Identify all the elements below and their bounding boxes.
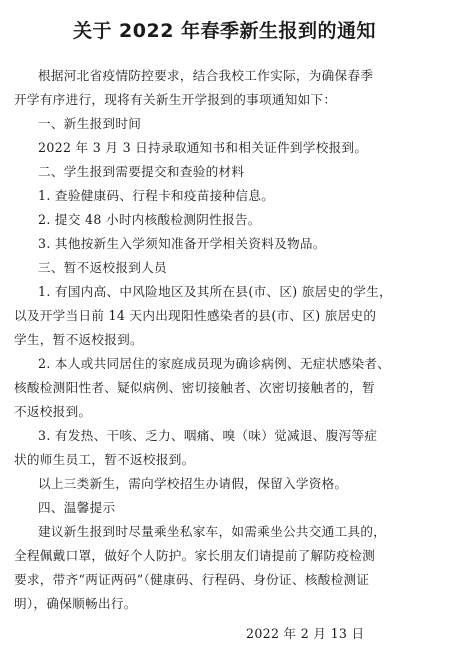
section-heading: 一、新生报到时间 — [38, 116, 142, 131]
list-item: 2. 提交 48 小时内核酸检测阴性报告。 — [38, 212, 261, 227]
paragraph-line: 2022 年 3 月 3 日持录取通知书和相关证件到学校报到。 — [38, 140, 368, 155]
paragraph-line: 开学有序进行，现将有关新生开学报到的事项通知如下： — [14, 92, 337, 107]
paragraph-line: 状的师生员工，暂不返校报到。 — [14, 452, 195, 467]
paragraph-line: 学生，暂不返校报到。 — [14, 332, 143, 347]
paragraph-line: 全程佩戴口罩，做好个人防护。家长朋友们请提前了解防疫检测 — [14, 548, 376, 563]
list-item: 1. 查验健康码、行程卡和疫苗接种信息。 — [38, 188, 275, 203]
list-item: 1. 有国内高、中风险地区及其所在县(市、区) 旅居史的学生， — [38, 284, 392, 299]
section-heading: 四、温馨提示 — [38, 500, 116, 515]
paragraph-line: 建议新生报到时尽量乘坐私家车，如需乘坐公共交通工具的， — [38, 524, 387, 539]
paragraph-line: 根据河北省疫情防控要求，结合我校工作实际，为确保春季 — [38, 68, 374, 83]
section-heading: 三、暂不返校报到人员 — [38, 260, 167, 275]
section-heading: 二、学生报到需要提交和查验的材料 — [38, 164, 245, 179]
paragraph-line: 核酸检测阳性者、疑似病例、密切接触者、次密切接触者的，暂 — [14, 380, 376, 395]
notice-date: 2022 年 2 月 13 日 — [246, 626, 365, 641]
paragraph-line: 以上三类新生，需向学校招生办请假，保留入学资格。 — [38, 476, 348, 491]
notice-title: 关于 2022 年春季新生报到的通知 — [72, 20, 377, 42]
paragraph-line: 以及开学当日前 14 天内出现阳性感染者的县(市、区) 旅居史的 — [14, 308, 377, 323]
list-item: 2. 本人或共同居住的家庭成员现为确诊病例、无症状感染者、 — [38, 356, 391, 371]
paragraph-line: 要求，带齐“两证两码”（健康码、行程码、身份证、核酸检测证 — [14, 572, 370, 587]
paragraph-line: 不返校报到。 — [14, 404, 92, 419]
paragraph-line: 明），确保顺畅出行。 — [14, 596, 137, 611]
list-item: 3. 有发热、干咳、乏力、咽痛、嗅（味）觉减退、腹泻等症 — [38, 428, 378, 443]
list-item: 3. 其他按新生入学须知准备开学相关资料及物品。 — [38, 236, 326, 251]
